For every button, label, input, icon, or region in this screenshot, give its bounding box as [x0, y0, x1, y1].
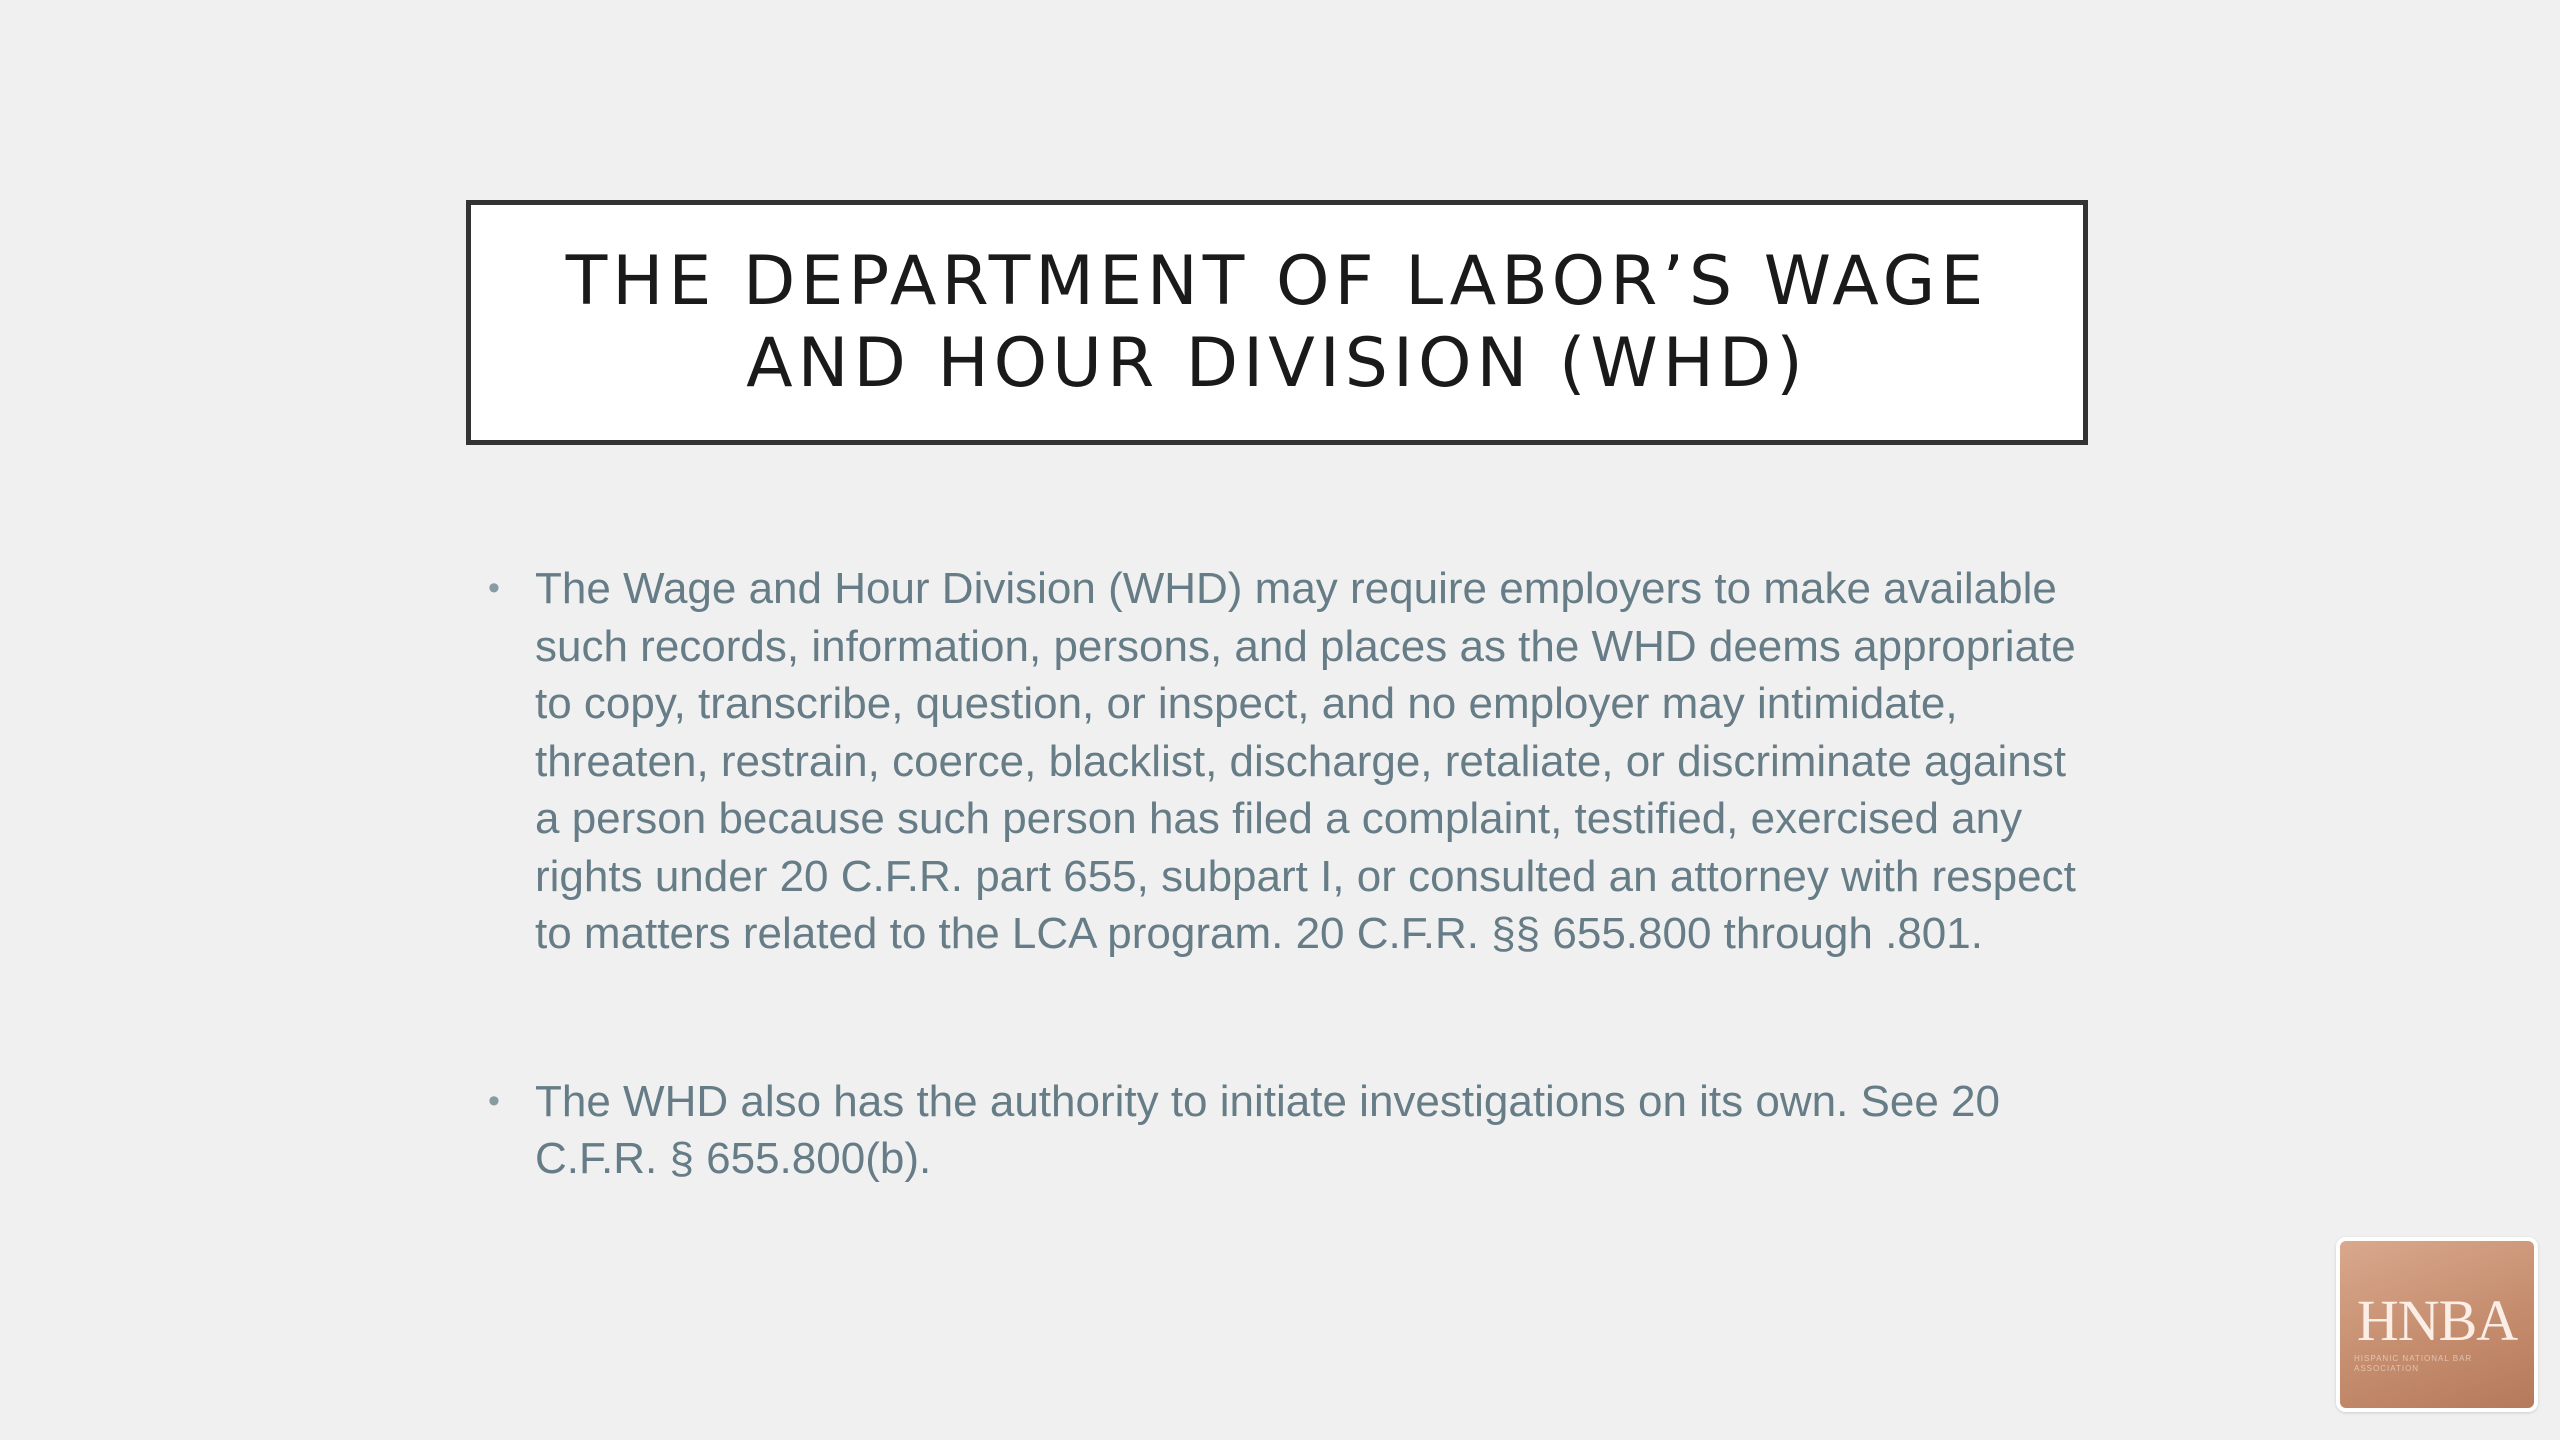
slide-title-line-1: THE DEPARTMENT OF LABOR’S WAGE: [565, 241, 1989, 321]
bullet-text: The WHD also has the authority to initiate investigations on its own. See 20 C.F.R. § 655.800(b).: [535, 1076, 2000, 1183]
bullet-text: The Wage and Hour Division (WHD) may require employers to make available such records, information, persons, and places as the WHD deems appropriate to copy, transcribe, question, or inspect, and no employer may intimidate, threaten, restrain, coerce, blacklist, discharge, retaliate, or discriminate against a person because such person has filed a complaint, testified, exercised any rights under 20 C.F.R. part 655, subpart I, or consulted an attorney with respect to matters related to the LCA program. 20 C.F.R. §§ 655.800 through .801.: [535, 564, 2076, 958]
slide-title-line-2: AND HOUR DIVISION (WHD): [746, 323, 1808, 403]
bullet-marker-icon: •: [488, 1081, 500, 1120]
slide-title: [566, 241, 1989, 405]
hnba-logo: [2336, 1237, 2538, 1412]
logo-mark: HNBA: [2356, 1288, 2518, 1353]
bullet-marker-icon: •: [488, 569, 500, 607]
bullet-item: [480, 560, 2080, 963]
bullet-item: [480, 1073, 2080, 1188]
logo-subtitle: HISPANIC NATIONAL BAR ASSOCIATION: [2354, 1354, 2473, 1373]
slide-title-box: [466, 200, 2088, 445]
bullet-list: [480, 560, 2080, 1188]
